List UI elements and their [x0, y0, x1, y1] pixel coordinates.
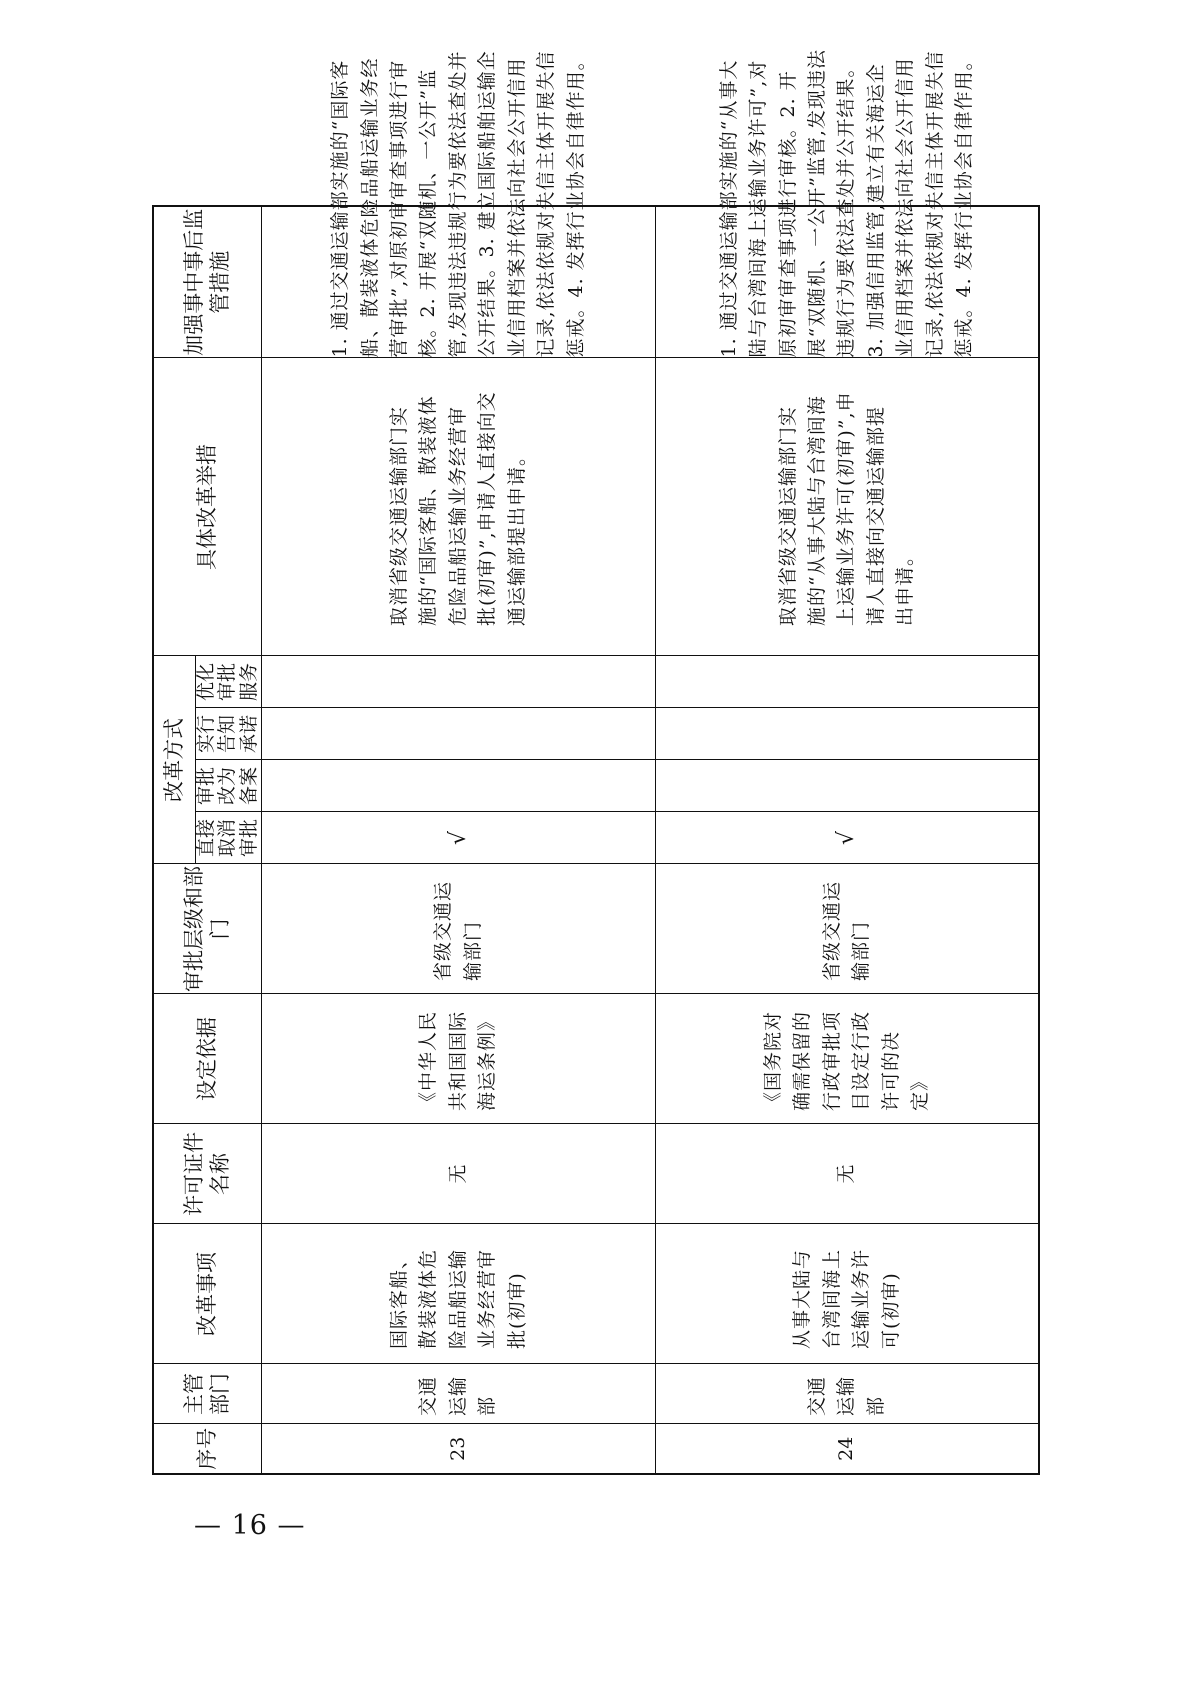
cell-level-text: 省级交通运输部门 — [432, 880, 484, 981]
cell-seq: 24 — [656, 1424, 1039, 1474]
cell-measures — [656, 358, 1039, 656]
header-basis: 设定依据 — [153, 994, 262, 1124]
cell-dept — [656, 1364, 1039, 1424]
cell-dept-text: 交通运输部 — [417, 1375, 499, 1416]
header-reform-mode: 改革方式 — [153, 656, 195, 864]
cell-license: 无 — [262, 1124, 656, 1224]
cell-supervision — [656, 49, 1039, 358]
cell-measures-text: 取消省级交通运输部门实施的“国际客船、散装液体危险品船运输业务经营审批(初审)”,申请人直接向交通运输部提出申请。 — [388, 391, 528, 626]
cell-mode-cancel: √ — [656, 812, 1039, 864]
cell-supervision-text: 1. 通过交通运输部实施的“国际客船、散装液体危险品船运输业务经营审批”,对原初审审查事项进行审核。2. 开展“双随机、一公开”监管,发现违法违规行为要依法查处并公开结果。3. 建立国际船舶运输企业信用档案并依法向社会公开信用记录,依法依规对失信主体开展失信惩戒。4. 发挥行业协会自律作用。 — [329, 50, 587, 358]
cell-supervision-text: 1. 通过交通运输部实施的“从事大陆与台湾间海上运输业务许可”,对原初审审查事项进行审核。2. 开展“双随机、一公开”监管,发现违法违规行为要依法查处并公开结果。3. 加强信用监管,建立有关海运企业信用档案并依法向社会公开信用记录,依法依规对失信主体开展失信惩戒。4. 发挥行业协会自律作用。 — [717, 49, 976, 358]
header-mode-notice: 实行告知承诺 — [195, 708, 262, 760]
cell-basis — [656, 994, 1039, 1124]
cell-basis-text: 《中华人民共和国国际海运条例》 — [417, 1010, 499, 1111]
cell-mode-notice — [656, 708, 1039, 760]
cell-mode-filing — [656, 760, 1039, 812]
cell-measures — [262, 358, 656, 656]
cell-mode-filing — [262, 760, 656, 812]
cell-basis-text: 《国务院对确需保留的行政审批项目设定行政许可的决定》 — [761, 1010, 931, 1111]
cell-dept — [262, 1364, 656, 1424]
cell-mode-cancel: √ — [262, 812, 656, 864]
page-number: — 16 — — [194, 1510, 306, 1541]
table-row — [262, 206, 656, 1474]
cell-item-text: 国际客船、散装液体危险品船运输业务经营审批(初审) — [388, 1248, 528, 1349]
cell-measures-text: 取消省级交通运输部门实施的“从事大陆与台湾间海上运输业务许可(初审)”,申请人直接向交通运输部提出申请。 — [776, 391, 917, 626]
header-mode-cancel: 直接取消审批 — [195, 812, 262, 864]
cell-level — [656, 864, 1039, 994]
cell-item-text: 从事大陆与台湾间海上运输业务许可(初审) — [791, 1248, 902, 1349]
header-level: 审批层级和部门 — [153, 864, 262, 994]
cell-item — [656, 1224, 1039, 1364]
cell-mode-optimize — [656, 656, 1039, 708]
header-item: 改革事项 — [153, 1224, 262, 1364]
reform-table — [152, 49, 1040, 1475]
cell-basis — [262, 994, 656, 1124]
cell-mode-optimize — [262, 656, 656, 708]
cell-seq: 23 — [262, 1424, 656, 1474]
header-dept: 主管部门 — [153, 1364, 262, 1424]
rotated-table-container — [152, 49, 1040, 1475]
header-measures: 具体改革举措 — [153, 358, 262, 656]
cell-supervision — [262, 50, 656, 358]
header-license: 许可证件名称 — [153, 1124, 262, 1224]
cell-dept-text: 交通运输部 — [805, 1375, 887, 1416]
header-mode-optimize: 优化审批服务 — [195, 656, 262, 708]
cell-mode-notice — [262, 708, 656, 760]
cell-license: 无 — [656, 1124, 1039, 1224]
header-supervision: 加强事中事后监管措施 — [153, 206, 262, 358]
cell-item — [262, 1224, 656, 1364]
header-seq: 序号 — [153, 1424, 262, 1474]
cell-level — [262, 864, 656, 994]
header-mode-filing: 审批改为备案 — [195, 760, 262, 812]
cell-level-text: 省级交通运输部门 — [820, 880, 873, 981]
table-row — [656, 206, 1039, 1474]
